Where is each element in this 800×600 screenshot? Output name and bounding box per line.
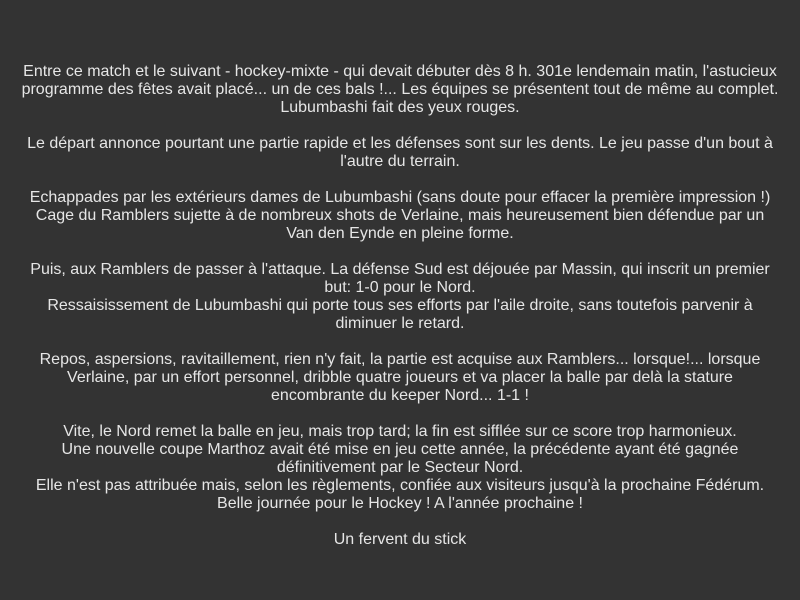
- paragraph-line: Une nouvelle coupe Marthoz avait été mise en jeu cette année, la précédente ayant été gagnée définitivement par le Secteur Nord.: [61, 441, 739, 476]
- paragraph-line: Echappades par les extérieurs dames de Lubumbashi (sans doute pour effacer la première impression !) Cage du Ramblers sujette à de nombreux shots de Verlaine, mais heureusement bien défendue par un Van den Eynde en pleine forme.: [29, 189, 771, 242]
- article-paragraph: [20, 351, 780, 405]
- paragraph-line: Ressaisissement de Lubumbashi qui porte tous ses efforts par l'aile droite, sans toutefois parvenir à diminuer le retard.: [47, 297, 753, 332]
- paragraph-line: Repos, aspersions, ravitaillement, rien n'y fait, la partie est acquise aux Ramblers... lorsque!... lorsque Verlaine, par un effort personnel, dribble quatre joueurs et va placer la balle par delà la stature encombrante du keeper Nord... 1-1 !: [39, 351, 761, 404]
- paragraph-line: Vite, le Nord remet la balle en jeu, mais trop tard; la fin est sifflée sur ce score trop harmonieux.: [63, 423, 737, 440]
- paragraph-line: Elle n'est pas attribuée mais, selon les règlements, confiée aux visiteurs jusqu'à la prochaine Fédérum. Belle journée pour le Hockey ! A l'année prochaine !: [35, 477, 765, 512]
- paragraph-line: Le départ annonce pourtant une partie rapide et les défenses sont sur les dents. Le jeu passe d'un bout à l'autre du terrain.: [27, 135, 773, 170]
- article-paragraph: [20, 423, 780, 513]
- paragraph-line: Entre ce match et le suivant - hockey-mixte - qui devait débuter dès 8 h. 301e lendemain matin, l'astucieux programme des fêtes avait placé... un de ces bals !... Les équipes se présentent tout de même au complet. Lubumbashi fait des yeux rouges.: [21, 63, 779, 116]
- article-paragraph: [20, 261, 780, 333]
- paragraph-line: Un fervent du stick: [333, 531, 467, 548]
- signature: [20, 531, 780, 549]
- paragraph-line: Puis, aux Ramblers de passer à l'attaque. La défense Sud est déjouée par Massin, qui inscrit un premier but: 1-0 pour le Nord.: [30, 261, 770, 296]
- article-paragraph: [20, 189, 780, 243]
- article-paragraph: [20, 135, 780, 171]
- article-paragraph: [20, 63, 780, 117]
- article-body: [20, 63, 780, 567]
